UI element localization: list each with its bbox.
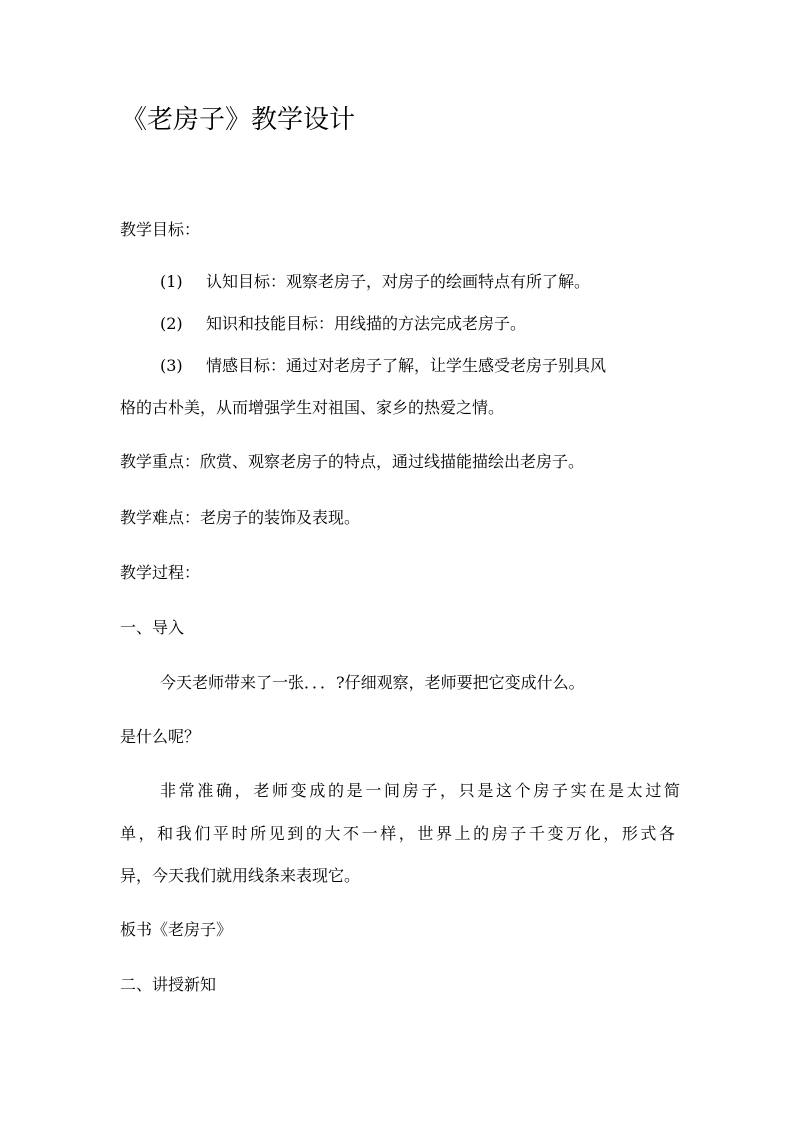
objective-3-continuation: 格的古朴美，从而增强学生对祖国、家乡的热爱之情。	[120, 398, 505, 417]
board-writing: 板书《老房子》	[120, 920, 233, 939]
section-2-heading: 二、讲授新知	[120, 975, 217, 994]
objectives-heading: 教学目标：	[120, 220, 201, 239]
process-heading: 教学过程：	[120, 563, 201, 582]
paragraph-line-3: 异，今天我们就用线条来表现它。	[120, 866, 361, 885]
objective-2-number: (2)	[160, 314, 183, 333]
key-point: 教学重点：欣赏、观察老房子的特点，通过线描能描绘出老房子。	[120, 452, 585, 471]
objective-3-text: 情感目标：通过对老房子了解，让学生感受老房子别具风	[206, 356, 607, 375]
intro-line-2: 是什么呢？	[120, 727, 201, 746]
intro-line-1: 今天老师带来了一张．．．?仔细观察，老师要把它变成什么。	[160, 673, 585, 692]
section-1-heading: 一、导入	[120, 618, 185, 637]
document-title: 《老房子》教学设计	[121, 105, 356, 135]
difficulty: 教学难点：老房子的装饰及表现。	[120, 508, 361, 527]
objective-1-number: (1)	[160, 272, 183, 291]
objective-2-text: 知识和技能目标：用线描的方法完成老房子。	[206, 314, 527, 333]
paragraph-line-1: 非常准确，老师变成的是一间房子，只是这个房子实在是太过简	[160, 781, 680, 800]
objective-1	[160, 272, 590, 292]
paragraph-line-2: 单，和我们平时所见到的大不一样，世界上的房子千变万化，形式各	[120, 824, 675, 843]
objective-3	[160, 356, 606, 376]
objective-2	[160, 314, 526, 334]
objective-3-number: (3)	[160, 356, 183, 375]
objective-1-text: 认知目标：观察老房子，对房子的绘画特点有所了解。	[206, 272, 591, 291]
